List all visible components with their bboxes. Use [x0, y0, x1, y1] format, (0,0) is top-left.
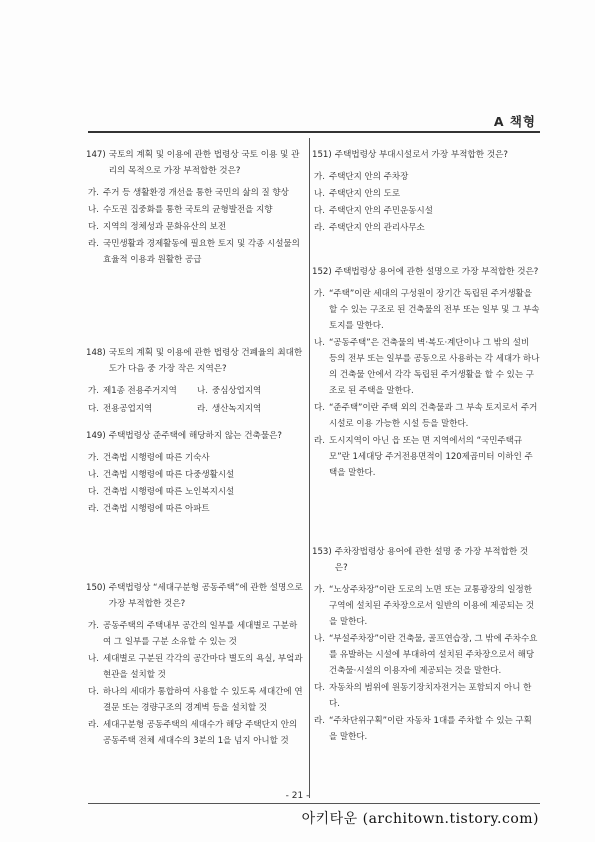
- option-text: “부설주차장”이란 건축물, 골프연습장, 그 밖에 주차수요를 유발하는 시설에 부대하여 설치된 주차장으로서 해당 건축물·시설의 이용자에 제공되는 것을 말한다.: [329, 634, 538, 676]
- option: [86, 501, 304, 517]
- option-text: 주택단지 안의 관리사무소: [329, 223, 425, 233]
- option-text: 전용공업지역: [103, 404, 153, 414]
- option-label: 가.: [88, 621, 99, 631]
- option-text: 생산녹지지역: [212, 404, 262, 414]
- option-label: 다.: [88, 687, 99, 697]
- question-stem: 국토의 계획 및 이용에 관한 법령상 건폐율의 최대한도가 다음 중 가장 작은 지역은?: [108, 348, 303, 374]
- option-label: 나.: [88, 654, 99, 664]
- header-rule: [88, 131, 540, 133]
- option-label: 다.: [314, 683, 325, 693]
- option-label: 라.: [314, 436, 325, 446]
- question-number: 153): [312, 547, 332, 557]
- option: [312, 335, 540, 399]
- option-text: “주차단위구획”이란 자동차 1대를 주차할 수 있는 구획을 말한다.: [329, 716, 532, 742]
- question-147: [86, 147, 304, 268]
- option-text: 자동차의 범위에 원동기장치자전거는 포함되지 아니 한다.: [329, 683, 532, 709]
- option: [86, 467, 304, 483]
- option-text: “준주택”이란 주택 외의 건축물과 그 부속 토지로서 주거시설로 이용 가능한 시설 등을 말한다.: [329, 403, 538, 429]
- option-row: [86, 401, 304, 417]
- option: [312, 169, 540, 185]
- option: [86, 450, 304, 466]
- option: [312, 203, 540, 219]
- option-label: 라.: [88, 239, 99, 249]
- option-text: 하나의 세대가 통합하여 사용할 수 있도록 세대간에 연결문 또는 경량구조의 경계벽 등을 설치할 것: [103, 687, 303, 713]
- option: [86, 717, 304, 749]
- option: [312, 680, 540, 712]
- option-label: 나.: [88, 205, 99, 215]
- option: [312, 433, 540, 481]
- option: [86, 484, 304, 500]
- option-label: 다.: [314, 206, 325, 216]
- option-label: 가.: [88, 386, 99, 396]
- option: [86, 651, 304, 683]
- option-label: 다.: [88, 222, 99, 232]
- option-text: 도시지역이 아닌 읍 또는 면 지역에서의 “국민주택규모”란 1세대당 주거전용면적이 120제곱미터 이하인 주택을 말한다.: [329, 436, 533, 478]
- question-number: 148): [86, 348, 106, 358]
- question-152: [312, 264, 540, 481]
- option: [86, 401, 195, 417]
- option-label: 나.: [314, 189, 325, 199]
- option-label: 가.: [314, 585, 325, 595]
- option-label: 다.: [88, 404, 99, 414]
- option: [86, 202, 304, 218]
- question-stem: 주택법령상 용어에 관한 설명으로 가장 부적합한 것은?: [334, 267, 539, 277]
- option-text: 지역의 정체성과 문화유산의 보전: [103, 222, 227, 232]
- option: [312, 582, 540, 630]
- question-stem: 국토의 계획 및 이용에 관한 법령상 국토 이용 및 관리의 목적으로 가장 부적합한 것은?: [108, 150, 300, 176]
- question-number: 147): [86, 150, 106, 160]
- option-text: 중심상업지역: [212, 386, 262, 396]
- option-text: 공동주택의 주택내부 공간의 일부를 세대별로 구분하여 그 일부를 구분 소유할 수 있는 것: [103, 621, 298, 647]
- option-text: 수도권 집중화를 통한 국토의 균형발전을 지향: [103, 205, 273, 215]
- question-153: [312, 544, 540, 745]
- option-label: 나.: [88, 470, 99, 480]
- question-number: 152): [312, 267, 332, 277]
- option-text: 주택단지 안의 주민운동시설: [329, 206, 433, 216]
- option: [86, 383, 195, 399]
- option-label: 가.: [314, 289, 325, 299]
- option-text: 세대구분형 공동주택의 세대수가 해당 주택단지 안의 공동주택 전체 세대수의 3분의 1을 넘지 아니할 것: [103, 720, 298, 746]
- option-text: 건축법 시행령에 따른 아파트: [103, 504, 210, 514]
- option: [86, 236, 304, 268]
- question-stem: 주택법령상 준주택에 해당하지 않는 건축물은?: [108, 431, 282, 441]
- column-divider: [309, 138, 310, 798]
- option: [86, 185, 304, 201]
- question-stem: 주택법령상 부대시설로서 가장 부적합한 것은?: [334, 150, 508, 160]
- option-text: 국민생활과 경제활동에 필요한 토지 및 각종 시설물의 효율적 이용과 원활한 공급: [103, 239, 300, 265]
- option: [312, 631, 540, 679]
- option: [312, 220, 540, 236]
- option-label: 라.: [314, 223, 325, 233]
- question-number: 149): [86, 431, 106, 441]
- option: [86, 618, 304, 650]
- option-label: 나.: [314, 634, 325, 644]
- option-text: “노상주차장”이란 도로의 노면 또는 교통광장의 일정한 구역에 설치된 주차장으로서 일반의 이용에 제공되는 것을 말한다.: [329, 585, 535, 627]
- option-label: 라.: [88, 720, 99, 730]
- question-stem: 주차장법령상 용어에 관한 설명 중 가장 부적합한 것은?: [334, 547, 529, 573]
- option-label: 나.: [197, 386, 208, 396]
- question-number: 150): [86, 583, 106, 593]
- option-text: 제1종 전용주거지역: [103, 386, 177, 396]
- booklet-type-label: A 책형: [493, 114, 536, 129]
- option-text: 세대별로 구분된 각각의 공간마다 별도의 욕실, 부엌과 현관을 설치할 것: [103, 654, 303, 680]
- option-row: [86, 383, 304, 399]
- option-text: 주택단지 안의 도로: [329, 189, 401, 199]
- option-text: 건축법 시행령에 따른 기숙사: [103, 453, 210, 463]
- option-label: 나.: [314, 338, 325, 348]
- option-label: 다.: [88, 487, 99, 497]
- footer-rule: [88, 803, 540, 804]
- option-text: 주택단지 안의 주차장: [329, 172, 409, 182]
- option-label: 가.: [88, 188, 99, 198]
- option: [195, 401, 304, 417]
- option-text: 건축법 시행령에 따른 노인복지시설: [103, 487, 235, 497]
- option-label: 라.: [197, 404, 208, 414]
- option: [86, 684, 304, 716]
- option-label: 라.: [88, 504, 99, 514]
- question-149: [86, 428, 304, 517]
- question-151: [312, 147, 540, 236]
- option: [312, 286, 540, 334]
- question-150: [86, 580, 304, 749]
- option-label: 다.: [314, 403, 325, 413]
- page-number: - 21 -: [285, 791, 310, 801]
- option-label: 가.: [88, 453, 99, 463]
- option: [312, 186, 540, 202]
- page-header: [88, 106, 540, 134]
- option-text: 건축법 시행령에 따른 다중생활시설: [103, 470, 235, 480]
- question-number: 151): [312, 150, 332, 160]
- option-text: “주택”이란 세대의 구성원이 장기간 독립된 주거생활을 할 수 있는 구조로 된 건축물의 전부 또는 일부 및 그 부속 토지를 말한다.: [329, 289, 540, 331]
- question-148: [86, 345, 304, 417]
- question-stem: 주택법령상 “세대구분형 공동주택”에 관한 설명으로 가장 부적합한 것은?: [108, 583, 303, 609]
- option: [312, 400, 540, 432]
- option: [195, 383, 304, 399]
- option: [312, 713, 540, 745]
- option-text: 주거 등 생활환경 개선을 통한 국민의 삶의 질 향상: [103, 188, 289, 198]
- option-label: 라.: [314, 716, 325, 726]
- option: [86, 219, 304, 235]
- source-watermark: 아키타운 (architown.tistory.com): [301, 811, 539, 827]
- option-label: 가.: [314, 172, 325, 182]
- option-text: “공동주택”은 건축물의 벽·복도·계단이나 그 밖의 설비 등의 전부 또는 일부를 공동으로 사용하는 각 세대가 하나의 건축물 안에서 각각 독립된 주거생활을 할 수 있는 구조로 된 주택을 말한다.: [329, 338, 540, 396]
